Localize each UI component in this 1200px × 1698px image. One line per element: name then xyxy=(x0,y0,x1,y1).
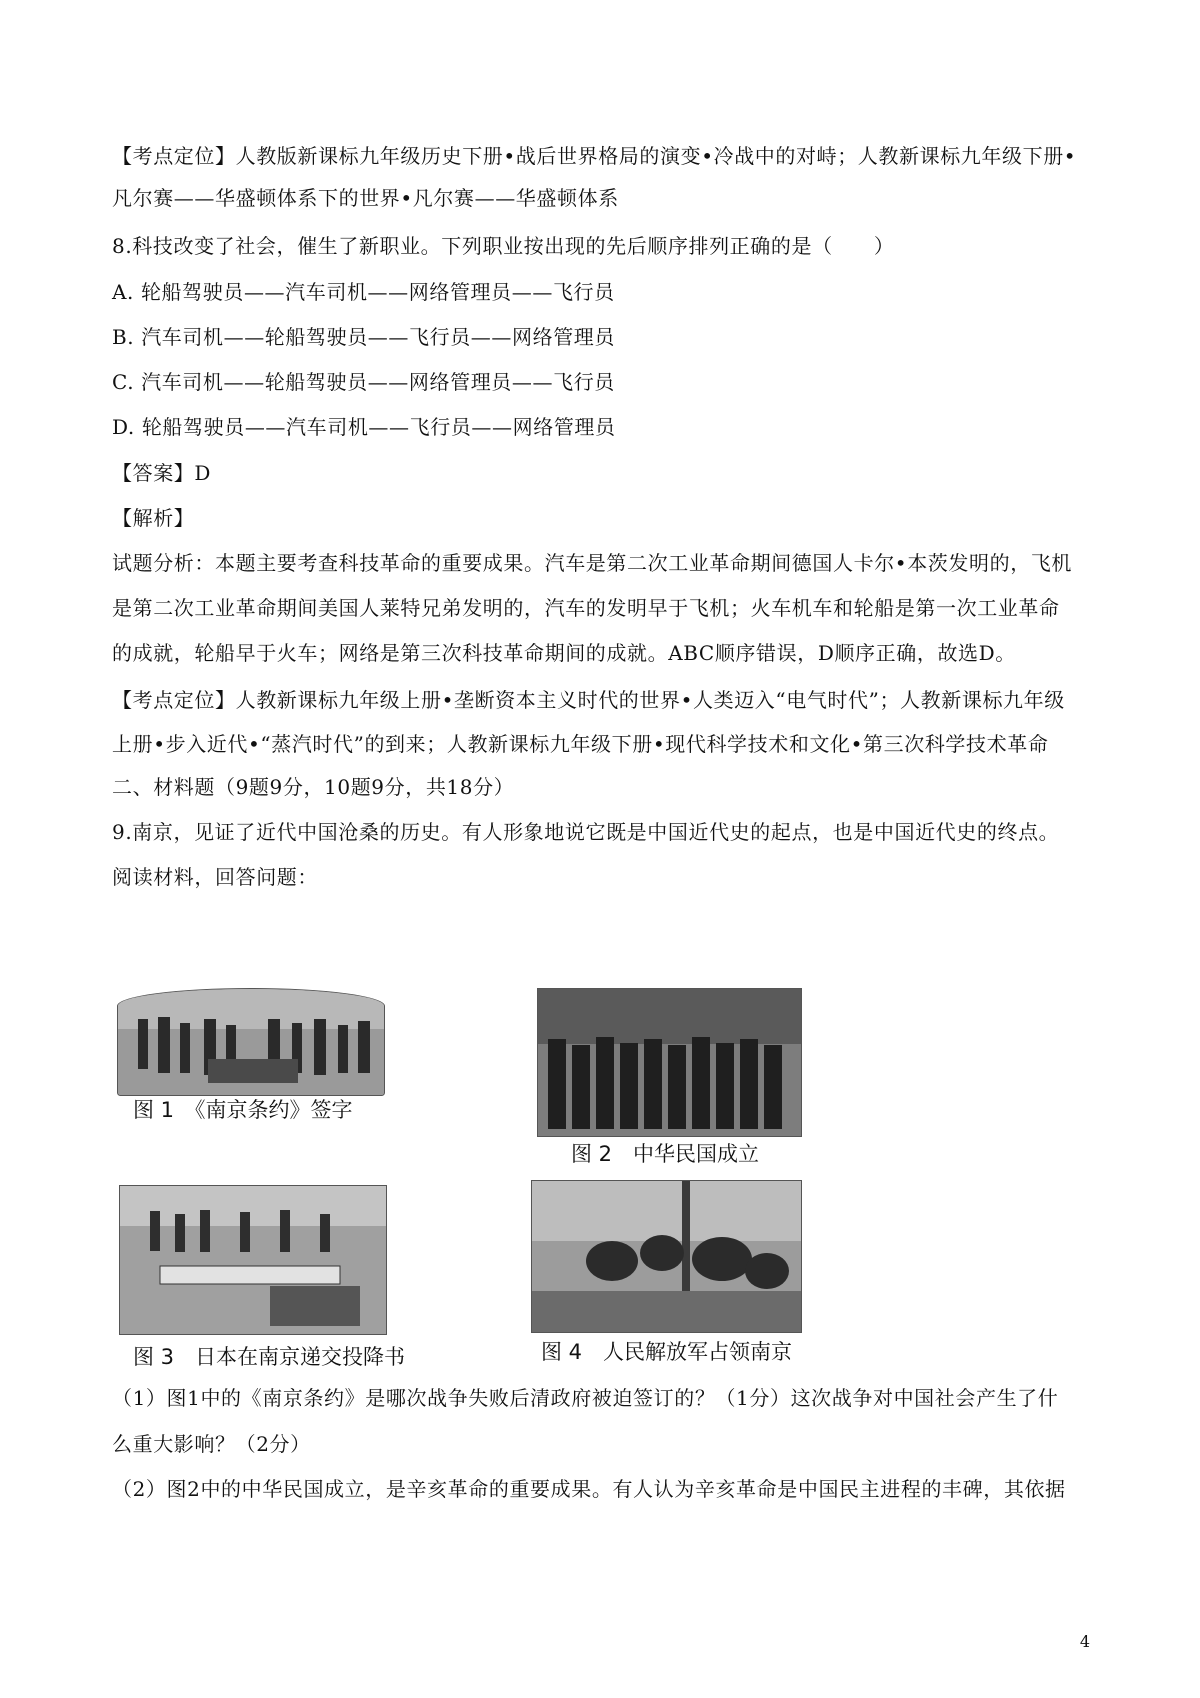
text-line: 试题分析：本题主要考查科技革命的重要成果。汽车是第二次工业革命期间德国人卡尔•本茨发明的，飞机 xyxy=(112,551,1072,575)
figure-3-caption: 图 3 日本在南京递交投降书 xyxy=(133,1345,406,1369)
figure-4-caption: 图 4 人民解放军占领南京 xyxy=(541,1340,793,1364)
figure-2-photo xyxy=(537,988,802,1137)
figure-2-caption: 图 2 中华民国成立 xyxy=(571,1142,760,1166)
sub-question-2: （2）图2中的中华民国成立，是辛亥革命的重要成果。有人认为辛亥革命是中国民主进程的丰碑，其依据 xyxy=(112,1477,1066,1501)
sub-question-1: （1）图1中的《南京条约》是哪次战争失败后清政府被迫签订的？（1分）这次战争对中国社会产生了什 xyxy=(112,1386,1059,1410)
option-c: C. 汽车司机——轮船驾驶员——网络管理员——飞行员 xyxy=(112,370,615,394)
text-line: 的成就，轮船早于火车；网络是第三次科技革命期间的成就。ABC顺序错误，D顺序正确，故选D。 xyxy=(112,641,1016,665)
surrender-ceremony-illustration xyxy=(120,1186,386,1334)
text-line: 上册•步入近代•“蒸汽时代”的到来；人教新课标九年级下册•现代科学技术和文化•第三次科学技术革命 xyxy=(112,732,1049,756)
question-9: 9.南京，见证了近代中国沧桑的历史。有人形象地说它既是中国近代史的起点，也是中国近代史的终点。 xyxy=(112,820,1060,844)
text-line: 么重大影响？（2分） xyxy=(112,1432,311,1456)
question-8: 8.科技改变了社会，催生了新职业。下列职业按出现的先后顺序排列正确的是（ ） xyxy=(112,234,895,258)
section-heading: 二、材料题（9题9分，10题9分，共18分） xyxy=(112,775,515,799)
text-line: 【考点定位】人教新课标九年级上册•垄断资本主义时代的世界•人类迈入“电气时代”；人教新课标九年级 xyxy=(112,688,1065,712)
figure-1-photo xyxy=(117,988,385,1096)
text-line: 是第二次工业革命期间美国人莱特兄弟发明的，汽车的发明早于飞机；火车机车和轮船是第一次工业革命 xyxy=(112,596,1060,620)
option-b: B. 汽车司机——轮船驾驶员——飞行员——网络管理员 xyxy=(112,325,616,349)
text-line: 【考点定位】人教版新课标九年级历史下册•战后世界格局的演变•冷战中的对峙；人教新课标九年级下册• xyxy=(112,144,1077,168)
option-d: D. 轮船驾驶员——汽车司机——飞行员——网络管理员 xyxy=(112,415,616,439)
figure-1-caption: 图 1 《南京条约》签字 xyxy=(133,1098,353,1122)
figure-3-photo xyxy=(119,1185,387,1335)
text-line: 阅读材料，回答问题： xyxy=(112,865,318,889)
text-line: 凡尔赛——华盛顿体系下的世界•凡尔赛——华盛顿体系 xyxy=(112,186,619,210)
analysis-heading: 【解析】 xyxy=(112,506,195,530)
figure-4-photo xyxy=(531,1180,802,1333)
page-number: 4 xyxy=(1079,1632,1090,1651)
pla-capture-illustration xyxy=(532,1181,801,1332)
option-a: A. 轮船驾驶员——汽车司机——网络管理员——飞行员 xyxy=(112,280,615,304)
republic-founding-illustration xyxy=(538,989,801,1136)
answer: 【答案】D xyxy=(112,461,212,485)
treaty-signing-illustration xyxy=(118,989,384,1095)
